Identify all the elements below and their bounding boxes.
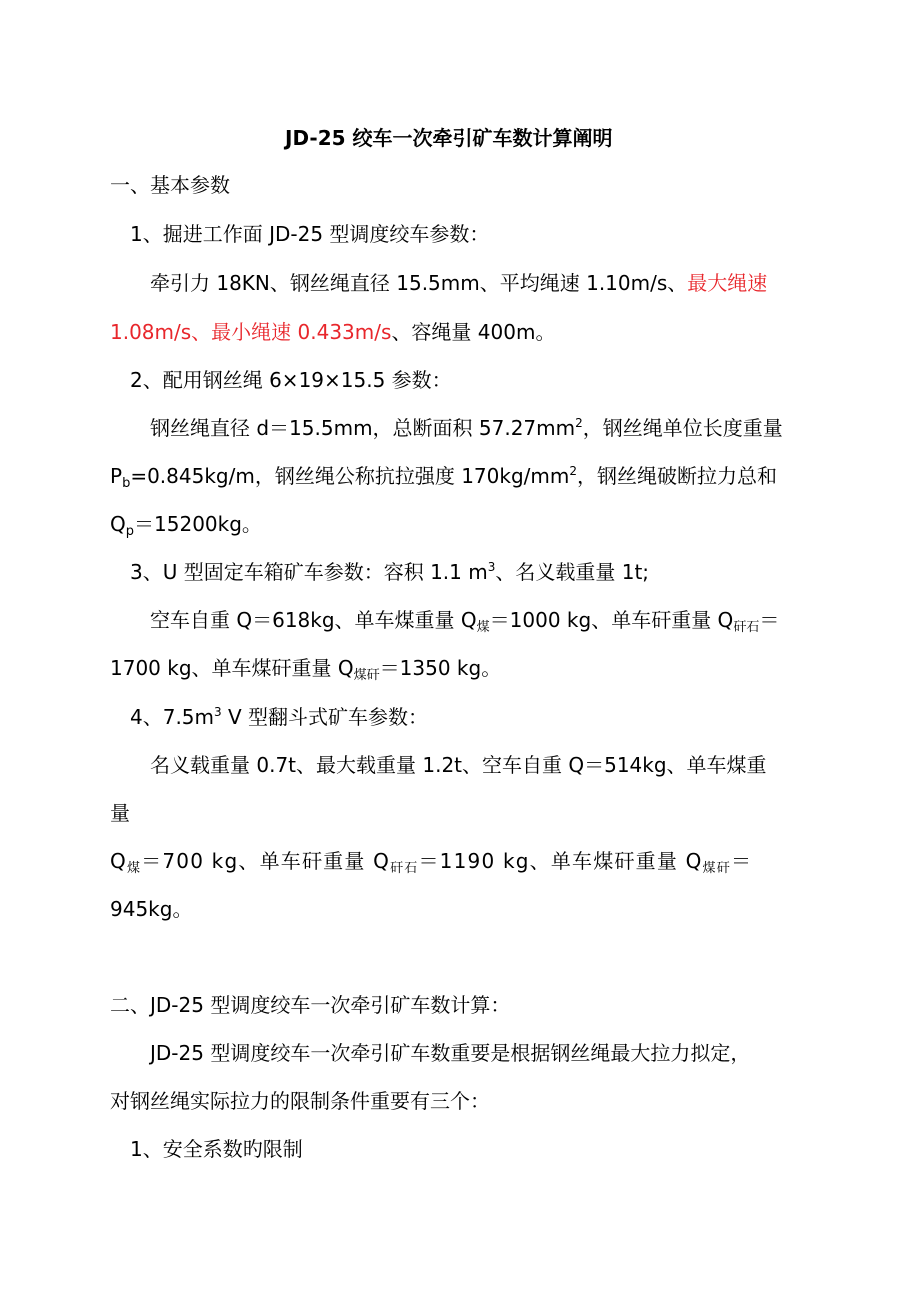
item-1-line-2: [110, 320, 555, 344]
item-2-line-3: [110, 512, 262, 539]
section-2-line-2: 对钢丝绳实际拉力的限制条件重要有三个：: [110, 1089, 490, 1113]
item-2-l3-sub: p: [125, 524, 135, 539]
item-4-l3-text-b: ＝700 kg、单车矸重量 Q: [141, 849, 391, 873]
item-4-title-sup: 3: [214, 705, 222, 719]
item-3-title-b: 、名义载重量 1t;: [495, 560, 650, 584]
item-3-l1-text-c: ＝: [759, 608, 780, 632]
item-3-line-2: [110, 656, 501, 688]
item-2-title: 2、配用钢丝绳 6×19×15.5 参数：: [130, 368, 452, 392]
section-2-line-3: 1、安全系数旳限制: [130, 1137, 303, 1161]
item-3-title-a: 3、U 型固定车箱矿车参数：容积 1.1 m: [130, 560, 488, 584]
item-1-highlight-2: 1.08m/s、最小绳速 0.433m/s: [110, 320, 392, 344]
item-2-l2-text-b: =0.845kg/m，钢丝绳公称抗拉强度 170kg/mm: [130, 464, 570, 488]
item-3-title-sup: 3: [487, 560, 496, 574]
item-1-title: 1、掘进工作面 JD-25 型调度绞车参数：: [130, 222, 490, 246]
item-4-l3-sub-1: 煤: [126, 861, 142, 876]
item-4-title-b: V 型翻斗式矿车参数：: [221, 705, 429, 729]
item-4-l3-text-a: Q: [110, 849, 127, 873]
item-3-l1-text-b: ＝1000 kg、单车矸重量 Q: [489, 608, 734, 632]
item-4-l3-text-d: ＝: [730, 849, 753, 873]
item-4-l3-sub-3: 煤矸: [702, 861, 731, 876]
item-2-l3-text-a: Q: [110, 512, 126, 536]
item-4-line-3: [110, 849, 752, 881]
item-2-line-1: [150, 416, 783, 440]
item-1-text-b: 、容绳量 400m。: [391, 320, 556, 344]
item-2-l1-sup: 2: [575, 416, 583, 430]
section-heading-2: 二、JD-25 型调度绞车一次牵引矿车数计算：: [110, 993, 511, 1017]
item-2-l2-text-c: ，钢丝绳破断拉力总和: [577, 464, 777, 488]
item-3-l1-sub-1: 煤: [476, 620, 490, 635]
item-3-l2-text-a: 1700 kg、单车煤矸重量 Q: [110, 656, 354, 680]
item-3-l1-sub-2: 矸石: [733, 620, 760, 635]
item-1-line-1: [150, 271, 767, 295]
item-4-line-1: 名义载重量 0.7t、最大载重量 1.2t、空车自重 Q＝514kg、单车煤重: [150, 753, 767, 777]
item-4-line-2: 量: [110, 801, 130, 825]
item-4-l3-sub-2: 矸石: [390, 861, 419, 876]
item-4-title-a: 4、7.5m: [130, 705, 215, 729]
item-2-line-2: [110, 464, 777, 491]
item-4-line-4: 945kg。: [110, 897, 193, 921]
item-3-l2-text-b: ＝1350 kg。: [379, 656, 502, 680]
item-3-title: [130, 560, 649, 584]
item-2-l3-text-b: ＝15200kg。: [134, 512, 262, 536]
page-title: JD-25 绞车一次牵引矿车数计算阐明: [285, 126, 613, 150]
item-3-l1-text-a: 空车自重 Q＝618kg、单车煤重量 Q: [150, 608, 477, 632]
item-3-line-1: [150, 608, 779, 640]
item-2-l1-text-a: 钢丝绳直径 d＝15.5mm，总断面积 57.27mm: [150, 416, 576, 440]
item-1-text-a: 牵引力 18KN、钢丝绳直径 15.5mm、平均绳速 1.10m/s、: [150, 271, 688, 295]
item-2-l2-text-a: P: [110, 464, 123, 488]
item-3-l2-sub: 煤矸: [353, 668, 380, 683]
section-heading-1: 一、基本参数: [110, 173, 230, 197]
item-2-l1-text-b: ，钢丝绳单位长度重量: [582, 416, 783, 440]
item-2-l2-sup: 2: [569, 464, 577, 478]
item-2-l2-sub: b: [122, 476, 131, 491]
item-4-l3-text-c: ＝1190 kg、单车煤矸重量 Q: [418, 849, 703, 873]
item-1-highlight-1: 最大绳速: [687, 271, 768, 295]
section-2-line-1: JD-25 型调度绞车一次牵引矿车数重要是根据钢丝绳最大拉力拟定，: [150, 1041, 751, 1065]
item-4-title: [130, 705, 428, 729]
